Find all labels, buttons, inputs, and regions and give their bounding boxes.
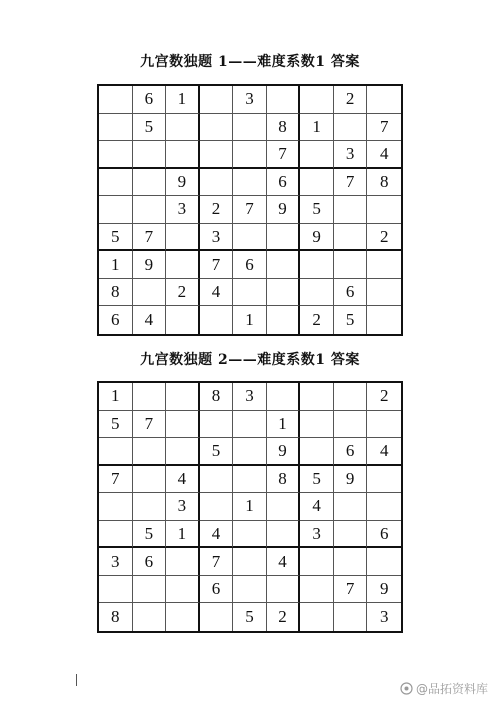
grid-cell bbox=[267, 306, 301, 334]
grid-cell bbox=[334, 548, 368, 576]
grid-cell: 4 bbox=[267, 548, 301, 576]
grid-cell: 3 bbox=[99, 548, 133, 576]
grid-cell: 7 bbox=[334, 576, 368, 604]
grid-cell: 7 bbox=[200, 251, 234, 279]
grid-cell bbox=[166, 306, 200, 334]
grid-cell: 7 bbox=[367, 114, 401, 142]
grid-cell bbox=[334, 251, 368, 279]
sudoku-grid-1 bbox=[97, 84, 403, 336]
grid-cell bbox=[300, 86, 334, 114]
sudoku-grid-2 bbox=[97, 381, 403, 633]
grid-cell bbox=[300, 603, 334, 631]
grid-cell bbox=[133, 279, 167, 307]
grid-cell: 9 bbox=[334, 466, 368, 494]
grid-cell: 9 bbox=[267, 438, 301, 466]
grid-cell bbox=[233, 279, 267, 307]
grid-cell bbox=[166, 251, 200, 279]
grid-cell: 7 bbox=[99, 466, 133, 494]
grid-cell: 8 bbox=[267, 114, 301, 142]
page-margin-mark bbox=[76, 674, 77, 686]
grid-cell: 1 bbox=[99, 251, 133, 279]
grid-cell bbox=[267, 86, 301, 114]
grid-cell: 4 bbox=[367, 438, 401, 466]
grid-cell bbox=[267, 251, 301, 279]
grid-cell bbox=[267, 383, 301, 411]
puzzle-1-title: 九宫数独题 1——难度系数1 答案 bbox=[140, 54, 360, 70]
grid-cell bbox=[334, 114, 368, 142]
grid-cell bbox=[300, 438, 334, 466]
grid-cell bbox=[200, 493, 234, 521]
grid-cell: 6 bbox=[133, 86, 167, 114]
grid-cell bbox=[367, 548, 401, 576]
grid-cell bbox=[367, 86, 401, 114]
grid-cell bbox=[233, 521, 267, 549]
grid-cell: 5 bbox=[300, 466, 334, 494]
grid-cell bbox=[133, 466, 167, 494]
grid-cell bbox=[99, 493, 133, 521]
grid-cell: 2 bbox=[334, 86, 368, 114]
grid-cell: 9 bbox=[133, 251, 167, 279]
puzzle-2-title: 九宫数独题 2——难度系数1 答案 bbox=[140, 352, 360, 368]
grid-cell bbox=[233, 466, 267, 494]
grid-cell: 6 bbox=[200, 576, 234, 604]
grid-cell: 6 bbox=[334, 438, 368, 466]
grid-cell bbox=[233, 114, 267, 142]
grid-cell bbox=[267, 493, 301, 521]
grid-cell: 3 bbox=[200, 224, 234, 252]
grid-cell bbox=[166, 603, 200, 631]
grid-cell: 1 bbox=[233, 493, 267, 521]
grid-cell bbox=[300, 169, 334, 197]
grid-cell: 3 bbox=[233, 86, 267, 114]
grid-cell bbox=[334, 224, 368, 252]
grid-cell: 1 bbox=[267, 411, 301, 439]
grid-cell: 4 bbox=[133, 306, 167, 334]
grid-cell bbox=[334, 383, 368, 411]
grid-cell: 5 bbox=[334, 306, 368, 334]
grid-cell bbox=[133, 576, 167, 604]
grid-cell: 7 bbox=[267, 141, 301, 169]
grid-cell bbox=[367, 493, 401, 521]
grid-cell: 3 bbox=[233, 383, 267, 411]
grid-cell bbox=[367, 411, 401, 439]
grid-cell bbox=[300, 548, 334, 576]
grid-cell: 8 bbox=[367, 169, 401, 197]
grid-cell bbox=[99, 196, 133, 224]
grid-cell bbox=[300, 251, 334, 279]
grid-cell bbox=[367, 306, 401, 334]
grid-cell: 9 bbox=[367, 576, 401, 604]
grid-cell: 9 bbox=[267, 196, 301, 224]
grid-cell bbox=[267, 279, 301, 307]
grid-cell bbox=[334, 603, 368, 631]
grid-cell bbox=[166, 224, 200, 252]
grid-cell bbox=[166, 383, 200, 411]
grid-cell: 4 bbox=[300, 493, 334, 521]
grid-cell: 5 bbox=[233, 603, 267, 631]
grid-cell bbox=[166, 576, 200, 604]
grid-cell: 5 bbox=[99, 411, 133, 439]
grid-cell: 3 bbox=[379, 607, 389, 627]
grid-cell bbox=[334, 493, 368, 521]
grid-cell: 8 bbox=[267, 466, 301, 494]
grid-cell: 8 bbox=[99, 603, 133, 631]
grid-cell bbox=[367, 279, 401, 307]
grid-cell: 6 bbox=[367, 521, 401, 549]
grid-cell bbox=[233, 169, 267, 197]
grid-cell: 6 bbox=[267, 169, 301, 197]
grid-cell bbox=[233, 576, 267, 604]
watermark-logo-icon bbox=[400, 682, 413, 695]
grid-cell: 6 bbox=[133, 548, 167, 576]
grid-cell: 1 bbox=[166, 86, 200, 114]
grid-cell: 4 bbox=[166, 466, 200, 494]
grid-cell bbox=[99, 438, 133, 466]
grid-cell: 4 bbox=[200, 521, 234, 549]
grid-cell bbox=[133, 196, 167, 224]
grid-cell bbox=[367, 251, 401, 279]
grid-cell bbox=[200, 603, 234, 631]
grid-cell: 3 bbox=[300, 521, 334, 549]
grid-cell: 4 bbox=[367, 141, 401, 169]
grid-cell bbox=[300, 383, 334, 411]
grid-cell bbox=[200, 114, 234, 142]
grid-cell: 5 bbox=[200, 438, 234, 466]
grid-cell bbox=[99, 576, 133, 604]
grid-cell: 5 bbox=[133, 114, 167, 142]
grid-cell bbox=[334, 411, 368, 439]
grid-cell bbox=[200, 141, 234, 169]
grid-cell: 2 bbox=[300, 306, 334, 334]
grid-cell bbox=[166, 141, 200, 169]
grid-cell: 2 bbox=[267, 603, 301, 631]
grid-cell bbox=[300, 411, 334, 439]
grid-cell: 1 bbox=[166, 521, 200, 549]
grid-cell: 6 bbox=[334, 279, 368, 307]
grid-cell bbox=[233, 548, 267, 576]
grid-cell bbox=[133, 169, 167, 197]
grid-cell bbox=[133, 603, 167, 631]
grid-cell: 5 bbox=[300, 196, 334, 224]
grid-cell: 7 bbox=[233, 196, 267, 224]
grid-cell bbox=[267, 224, 301, 252]
grid-cell bbox=[99, 114, 133, 142]
grid-cell bbox=[200, 169, 234, 197]
grid-cell: 7 bbox=[133, 411, 167, 439]
grid-cell bbox=[99, 521, 133, 549]
grid-cell: 2 bbox=[200, 196, 234, 224]
grid-cell bbox=[133, 141, 167, 169]
grid-cell bbox=[267, 576, 301, 604]
grid-cell bbox=[166, 411, 200, 439]
grid-cell bbox=[133, 493, 167, 521]
grid-cell: 2 bbox=[367, 383, 401, 411]
watermark bbox=[400, 680, 488, 697]
grid-cell: 8 bbox=[99, 279, 133, 307]
grid-cell bbox=[233, 438, 267, 466]
grid-cell: 3 bbox=[166, 196, 200, 224]
grid-cell bbox=[300, 141, 334, 169]
grid-cell: 5 bbox=[99, 224, 133, 252]
grid-cell: 2 bbox=[166, 279, 200, 307]
grid-cell bbox=[367, 196, 401, 224]
grid-cell bbox=[233, 224, 267, 252]
watermark-text: @品拓资料库 bbox=[415, 682, 488, 696]
grid-cell: 6 bbox=[233, 251, 267, 279]
grid-cell: 7 bbox=[334, 169, 368, 197]
grid-cell: 1 bbox=[99, 383, 133, 411]
grid-cell bbox=[200, 306, 234, 334]
grid-cell bbox=[200, 86, 234, 114]
grid-cell: 7 bbox=[133, 224, 167, 252]
grid-cell: 3 bbox=[334, 141, 368, 169]
grid-cell: 8 bbox=[200, 383, 234, 411]
grid-cell bbox=[200, 411, 234, 439]
grid-cell bbox=[300, 279, 334, 307]
grid-cell bbox=[166, 548, 200, 576]
grid-cell: 9 bbox=[166, 169, 200, 197]
grid-cell bbox=[334, 196, 368, 224]
grid-cell bbox=[166, 438, 200, 466]
grid-cell bbox=[300, 576, 334, 604]
grid-cell bbox=[99, 86, 133, 114]
grid-cell: 5 bbox=[133, 521, 167, 549]
grid-cell: 7 bbox=[200, 548, 234, 576]
grid-cell: 3 bbox=[166, 493, 200, 521]
grid-cell bbox=[99, 141, 133, 169]
grid-cell bbox=[267, 521, 301, 549]
grid-cell: 1 bbox=[233, 306, 267, 334]
grid-cell bbox=[166, 114, 200, 142]
grid-cell bbox=[233, 141, 267, 169]
grid-cell bbox=[367, 466, 401, 494]
grid-cell bbox=[334, 521, 368, 549]
grid-cell bbox=[233, 411, 267, 439]
grid-cell bbox=[99, 169, 133, 197]
grid-cell bbox=[133, 438, 167, 466]
grid-cell: 6 bbox=[99, 306, 133, 334]
grid-cell bbox=[133, 383, 167, 411]
grid-cell bbox=[200, 466, 234, 494]
grid-cell: 9 bbox=[300, 224, 334, 252]
grid-cell: 1 bbox=[300, 114, 334, 142]
grid-cell: 2 bbox=[367, 224, 401, 252]
grid-cell: 4 bbox=[200, 279, 234, 307]
